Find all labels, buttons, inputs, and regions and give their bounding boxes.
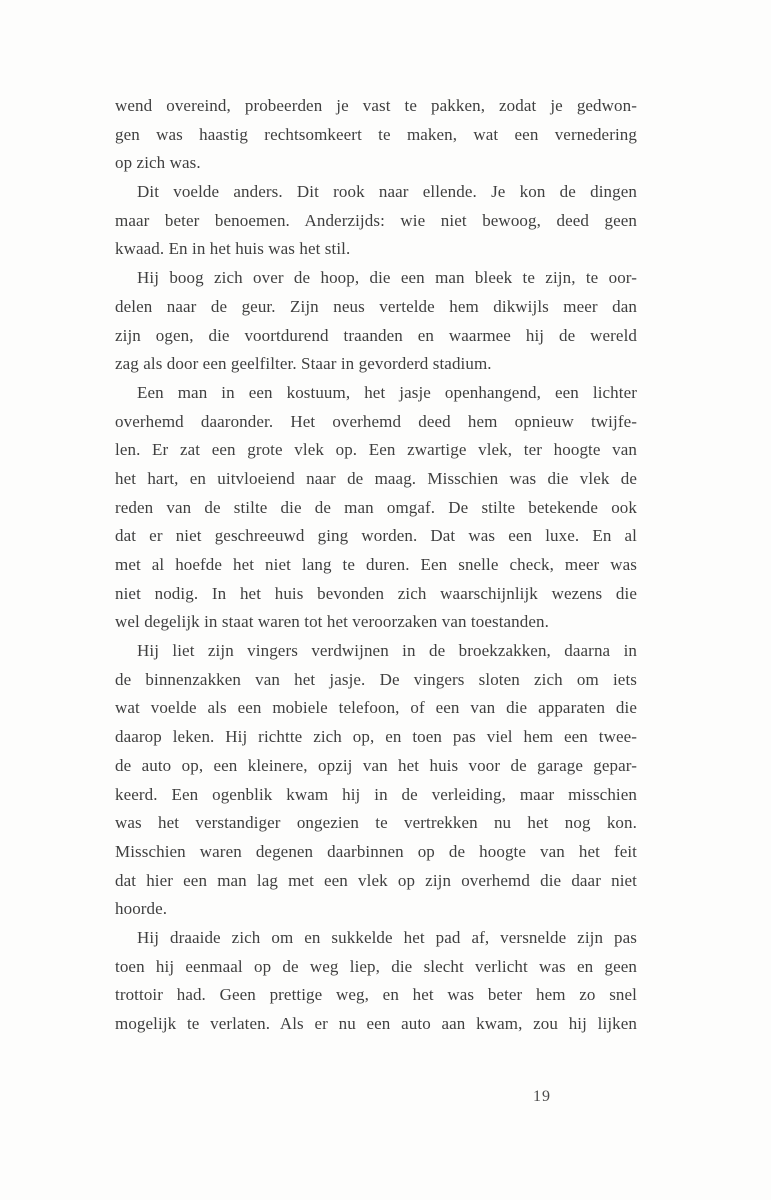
text-line: de auto op, een kleinere, opzij van het huis voor de garage gepar- (115, 755, 637, 775)
text-line: dat er niet geschreeuwd ging worden. Dat was een luxe. En al (115, 526, 637, 546)
body-text (115, 92, 637, 1039)
text-line: dat hier een man lag met een vlek op zijn overhemd die daar niet (115, 870, 637, 890)
text-line: zijn ogen, die voortdurend traanden en waarmee hij de wereld (115, 325, 637, 345)
text-line: Hij liet zijn vingers verdwijnen in de broekzakken, daarna in (137, 641, 637, 661)
paragraph (115, 379, 637, 637)
text-line: Hij draaide zich om en sukkelde het pad af, versnelde zijn pas (137, 927, 637, 947)
text-line: de binnenzakken van het jasje. De vingers sloten zich om iets (115, 669, 637, 689)
paragraph (115, 264, 637, 379)
text-line: kwaad. En in het huis was het stil. (115, 239, 351, 259)
paragraph (115, 92, 637, 178)
text-line: len. Er zat een grote vlek op. Een zwartige vlek, ter hoogte van (115, 440, 637, 460)
text-line: gen was haastig rechtsomkeert te maken, wat een vernedering (115, 124, 637, 144)
text-line: Dit voelde anders. Dit rook naar ellende. Je kon de dingen (137, 182, 637, 202)
text-line: wend overeind, probeerden je vast te pakken, zodat je gedwon- (115, 96, 637, 115)
text-line: wel degelijk in staat waren tot het veroorzaken van toestanden. (115, 612, 549, 632)
text-line: wat voelde als een mobiele telefoon, of een van die apparaten die (115, 698, 637, 718)
text-line: daarop leken. Hij richtte zich op, en toen pas viel hem een twee- (115, 727, 637, 747)
paragraph (115, 637, 637, 924)
text-line: hoorde. (115, 899, 168, 919)
text-line: zag als door een geelfilter. Staar in gevorderd stadium. (115, 354, 492, 374)
paragraph (115, 178, 637, 264)
text-line: op zich was. (115, 153, 201, 173)
text-line: delen naar de geur. Zijn neus vertelde hem dikwijls meer dan (115, 296, 637, 316)
text-line: Hij boog zich over de hoop, die een man bleek te zijn, te oor- (137, 268, 637, 288)
page-number: 19 (533, 1088, 551, 1105)
text-line: trottoir had. Geen prettige weg, en het was beter hem zo snel (115, 985, 637, 1005)
text-line: was het verstandiger ongezien te vertrekken nu het nog kon. (115, 813, 637, 833)
text-line: Misschien waren degenen daarbinnen op de hoogte van het feit (115, 841, 637, 861)
text-line: reden van de stilte die de man omgaf. De stilte betekende ook (115, 497, 637, 517)
text-line: het hart, en uitvloeiend naar de maag. Misschien was die vlek de (115, 468, 637, 488)
text-line: met al hoefde het niet lang te duren. Een snelle check, meer was (115, 555, 637, 574)
text-line: mogelijk te verlaten. Als er nu een auto aan kwam, zou hij lijken (115, 1014, 637, 1033)
text-line: niet nodig. In het huis bevonden zich waarschijnlijk wezens die (115, 583, 637, 603)
text-line: Een man in een kostuum, het jasje openhangend, een lichter (137, 382, 637, 402)
paragraph (115, 924, 637, 1039)
text-line: maar beter benoemen. Anderzijds: wie niet bewoog, deed geen (115, 210, 637, 230)
text-line: toen hij eenmaal op de weg liep, die slecht verlicht was en geen (115, 956, 637, 976)
text-line: overhemd daaronder. Het overhemd deed hem opnieuw twijfe- (115, 411, 637, 431)
text-line: keerd. Een ogenblik kwam hij in de verleiding, maar misschien (115, 784, 637, 804)
